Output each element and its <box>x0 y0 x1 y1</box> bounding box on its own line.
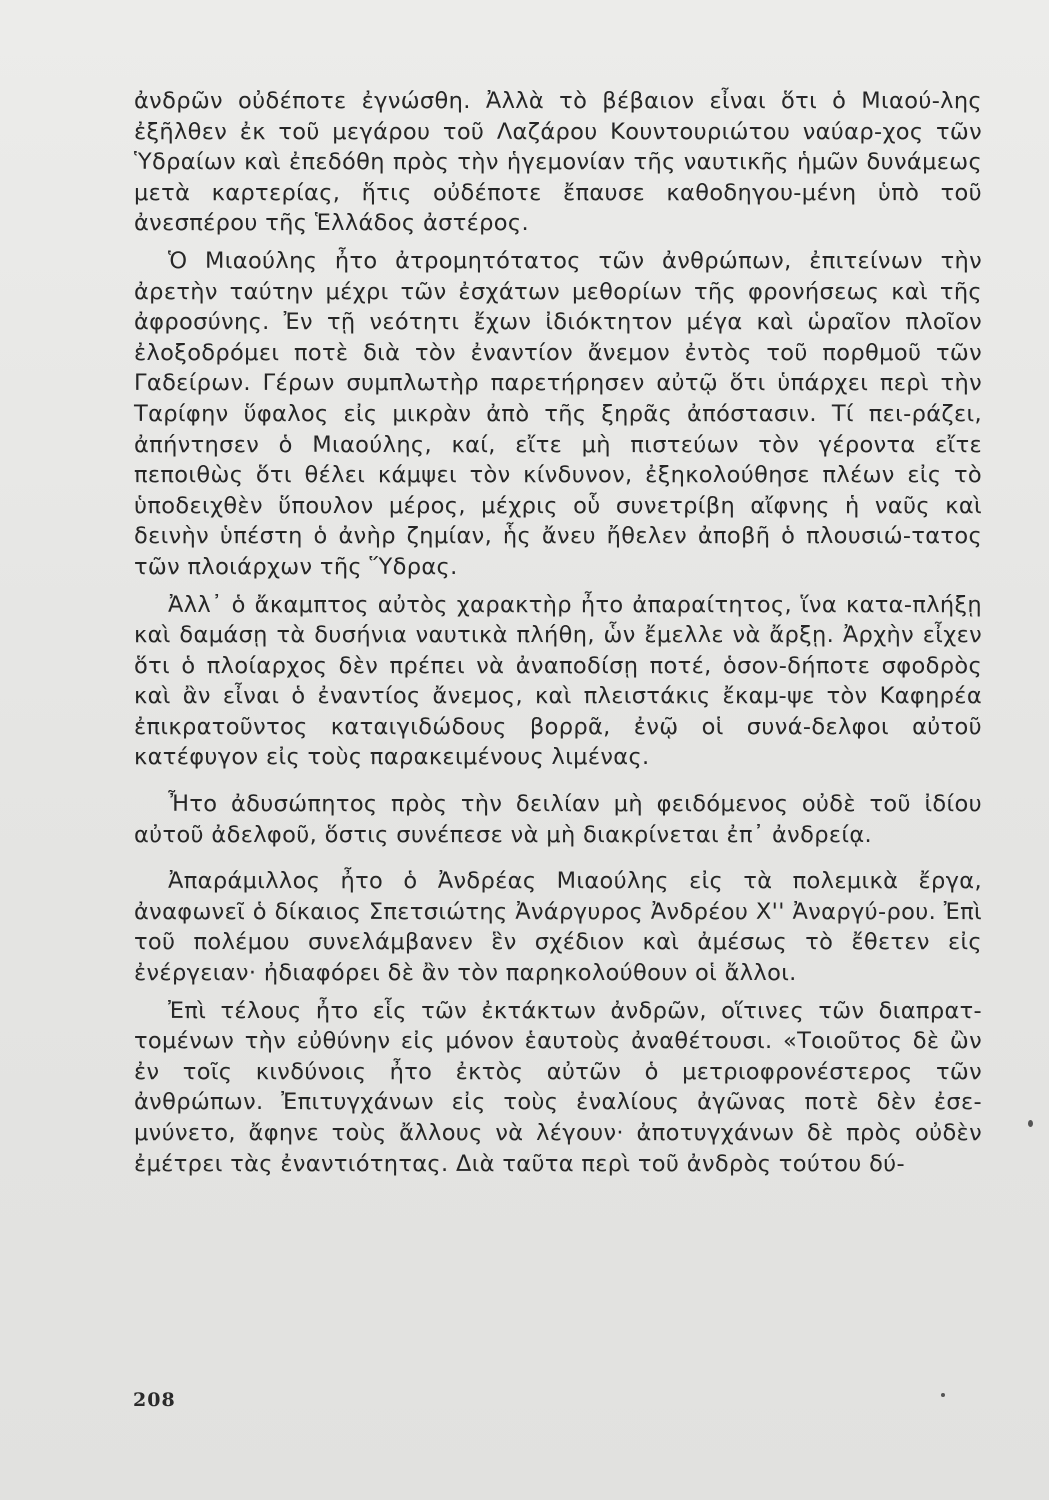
ink-speck <box>941 1393 945 1397</box>
body-text <box>134 86 982 1179</box>
paragraph-4: Ἦτο ἀδυσώπητος πρὸς τὴν δειλίαν μὴ φειδόμενος οὐδὲ τοῦ ἰδίου αὐτοῦ ἀδελφοῦ, ὅστις συνέπεσε νὰ μὴ διακρίνεται ἐπ᾽ ἀνδρείᾳ. <box>134 791 982 848</box>
page-number: 208 <box>133 1389 176 1411</box>
paragraph-5: Ἀπαράμιλλος ἦτο ὁ Ἀνδρέας Μιαούλης εἰς τὰ πολεμικὰ ἔργα, ἀναφωνεῖ ὁ δίκαιος Σπετσιώτης Ἀνάργυρος Ἀνδρέου Χ'' Ἀναργύ-ρου. Ἐπὶ τοῦ πολέμου συνελάμβανεν ἓν σχέδιον καὶ ἀμέσως τὸ ἔθετεν εἰς ἐνέργειαν· ἠδιαφόρει δὲ ἂν τὸν παρηκολούθουν οἱ ἄλλοι. <box>134 868 982 987</box>
ink-speck <box>1028 1120 1033 1127</box>
paragraph-2: Ὁ Μιαούλης ἦτο ἀτρομητότατος τῶν ἀνθρώπων, ἐπιτείνων τὴν ἀρετὴν ταύτην μέχρι τῶν ἐσχάτων μεθορίων τῆς φρονήσεως καὶ τῆς ἀφροσύνης. Ἐν τῇ νεότητι ἔχων ἰδιόκτητον μέγα καὶ ὡραῖον πλοῖον ἐλοξοδρόμει ποτὲ διὰ τὸν ἐναντίον ἄνεμον ἐντὸς τοῦ πορθμοῦ τῶν Γαδείρων. Γέρων συμπλωτὴρ παρετήρησεν αὐτῷ ὅτι ὑπάρχει περὶ τὴν Ταρίφην ὕφαλος εἰς μικρὰν ἀπὸ τῆς ξηρᾶς ἀπόστασιν. Τί πει-ράζει, ἀπήντησεν ὁ Μιαούλης, καί, εἴτε μὴ πιστεύων τὸν γέροντα εἴτε πεποιθὼς ὅτι θέλει κάμψει τὸν κίνδυνον, ἐξηκολούθησε πλέων εἰς τὸ ὑποδειχθὲν ὕπουλον μέρος, μέχρις οὗ συνετρίβη αἴφνης ἡ ναῦς καὶ δεινὴν ὑπέστη ὁ ἀνὴρ ζημίαν, ἧς ἄνευ ἤθελεν ἀποβῆ ὁ πλουσιώ-τατος τῶν πλοιάρχων τῆς Ὕδρας. <box>134 247 982 580</box>
paragraph-3: Ἀλλ᾽ ὁ ἄκαμπτος αὐτὸς χαρακτὴρ ἦτο ἀπαραίτητος, ἵνα κατα-πλήξῃ καὶ δαμάσῃ τὰ δυσήνια ναυτικὰ πλήθη, ὧν ἔμελλε νὰ ἄρξῃ. Ἀρχὴν εἶχεν ὅτι ὁ πλοίαρχος δὲν πρέπει νὰ ἀναποδίσῃ ποτέ, ὁσον-δήποτε σφοδρὸς καὶ ἂν εἶναι ὁ ἐναντίος ἄνεμος, καὶ πλειστάκις ἔκαμ-ψε τὸν Καφηρέα ἐπικρατοῦντος καταιγιδώδους βορρᾶ, ἐνῷ οἱ συνά-δελφοι αὐτοῦ κατέφυγον εἰς τοὺς παρακειμένους λιμένας. <box>134 591 982 771</box>
paragraph-1: ἀνδρῶν οὐδέποτε ἐγνώσθη. Ἀλλὰ τὸ βέβαιον εἶναι ὅτι ὁ Μιαού-λης ἐξῆλθεν ἐκ τοῦ μεγάρου τοῦ Λαζάρου Κουντουριώτου ναύαρ-χος τῶν Ὑδραίων καὶ ἐπεδόθη πρὸς τὴν ἡγεμονίαν τῆς ναυτικῆς ἡμῶν δυνάμεως μετὰ καρτερίας, ἥτις οὐδέποτε ἔπαυσε καθοδηγου-μένη ὑπὸ τοῦ ἀνεσπέρου τῆς Ἑλλάδος ἀστέρος. <box>134 88 982 237</box>
paragraph-6: Ἐπὶ τέλους ἦτο εἷς τῶν ἐκτάκτων ἀνδρῶν, οἵτινες τῶν διαπρατ-τομένων τὴν εὐθύνην εἰς μόνον ἑαυτοὺς ἀναθέτουσι. «Τοιοῦτος δὲ ὢν ἐν τοῖς κινδύνοις ἦτο ἐκτὸς αὐτῶν ὁ μετριοφρονέστερος τῶν ἀνθρώπων. Ἐπιτυγχάνων εἰς τοὺς ἐναλίους ἀγῶνας ποτὲ δὲν ἐσε-μνύνετο, ἄφηνε τοὺς ἄλλους νὰ λέγουν· ἀποτυγχάνων δὲ πρὸς οὐδὲν ἐμέτρει τὰς ἐναντιότητας. Διὰ ταῦτα περὶ τοῦ ἀνδρὸς τούτου δύ- <box>134 997 982 1177</box>
